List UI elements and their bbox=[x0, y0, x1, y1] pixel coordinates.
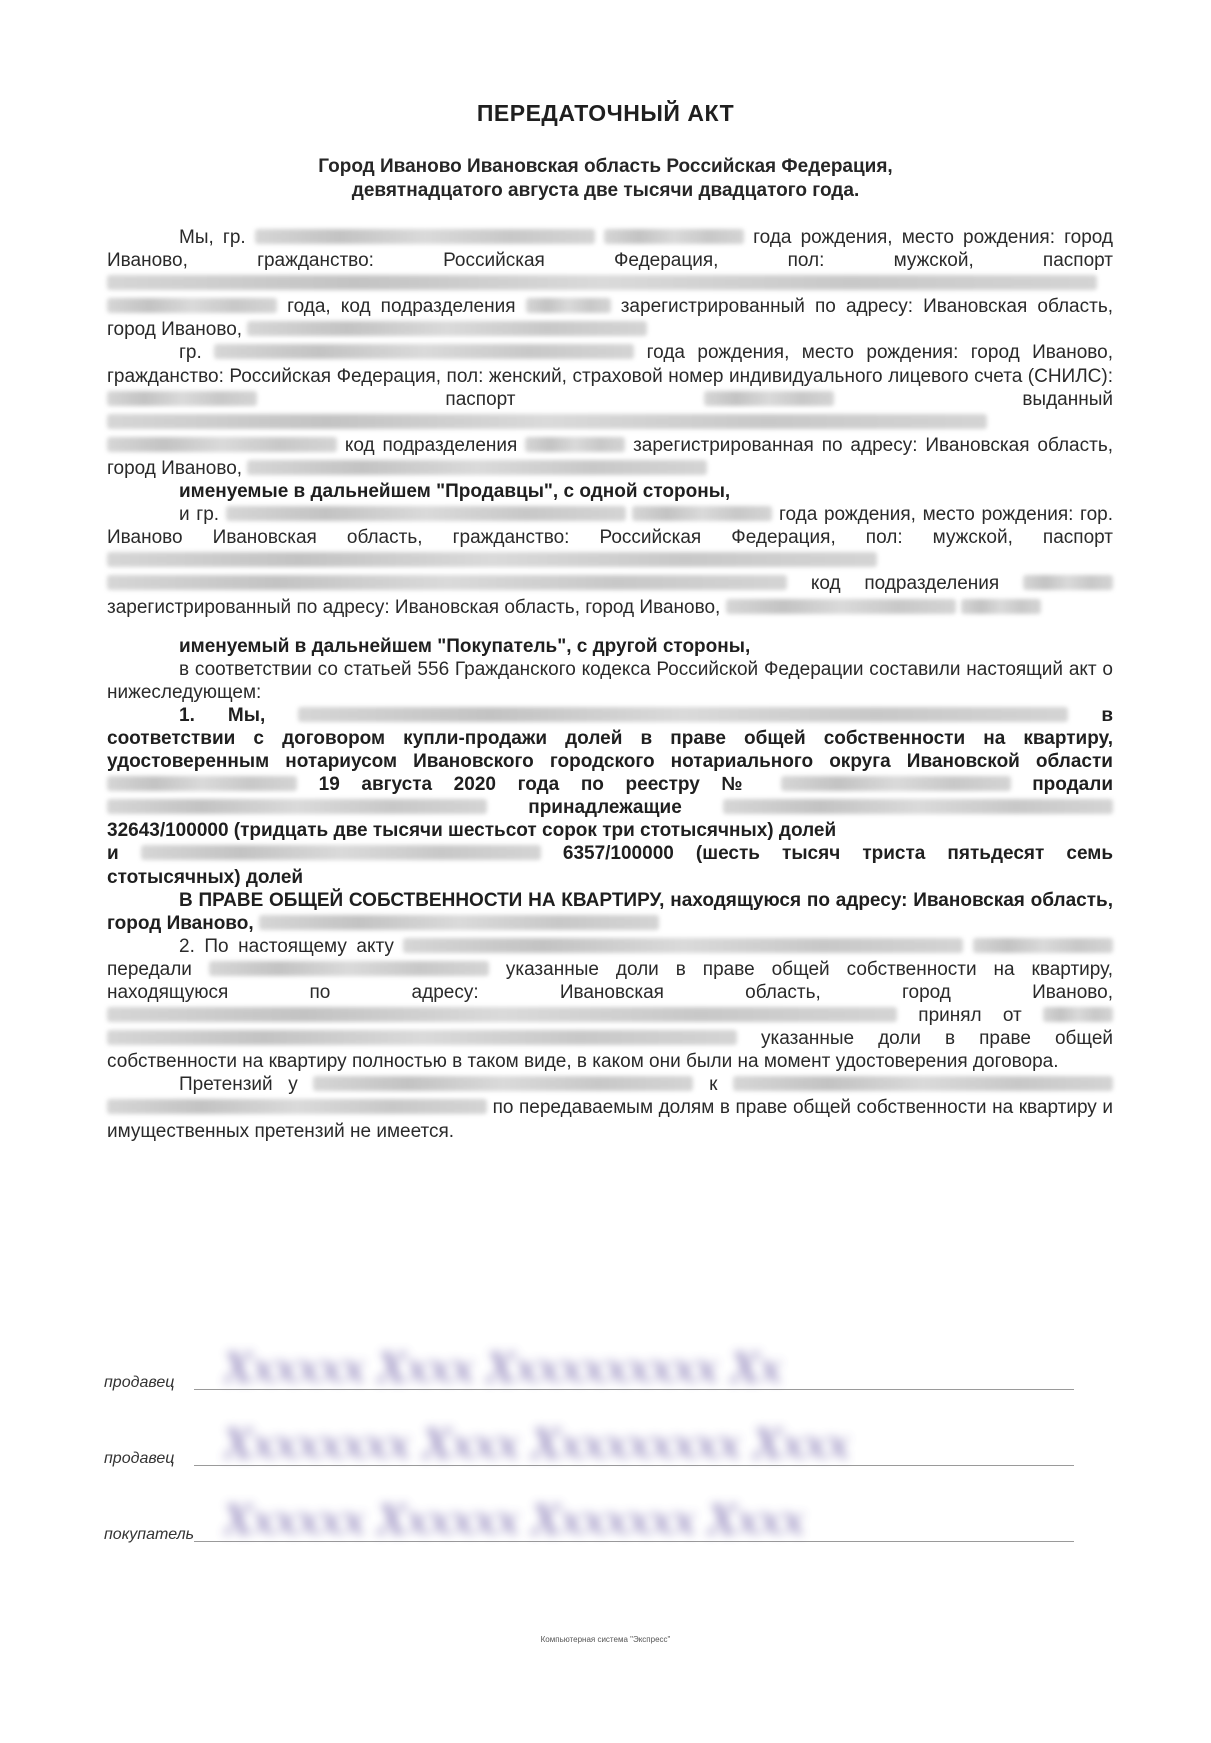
text-fragment: года рождения, место рождения: город Иваново, гражданство: Российская Федерация, пол: женский, страховой номер индивидуального лицевого счета (СНИЛС): bbox=[107, 342, 1113, 387]
redacted-sellers-cont bbox=[107, 1030, 737, 1045]
seller2-paragraph bbox=[107, 341, 1113, 480]
text-fragment: Претензий у bbox=[179, 1074, 298, 1096]
footer-note: Компьютерная система "Экспресс" bbox=[540, 1635, 671, 1644]
redacted-name bbox=[226, 506, 626, 521]
redacted-issuer bbox=[107, 575, 787, 590]
text-fragment: принадлежащие bbox=[528, 797, 682, 819]
redacted-division-code bbox=[525, 437, 625, 452]
redacted-issue-date bbox=[107, 437, 337, 452]
handwritten-signature-seller-1: Хххххх Хххх Хххххххххх Хх bbox=[224, 1346, 783, 1392]
text-fragment: и bbox=[107, 843, 119, 865]
clause-1 bbox=[107, 704, 1113, 935]
redacted-address bbox=[726, 599, 956, 614]
legal-basis-paragraph: в соответствии со статьей 556 Гражданского кодекса Российской Федерации составили настоящий акт о нижеследующем: bbox=[107, 658, 1113, 703]
redacted-name bbox=[214, 344, 634, 359]
redacted-name bbox=[255, 229, 595, 244]
text-fragment: указанные доли в праве общей собственности на квартиру, находящуюся по адресу: Ивановская область, город Иваново, bbox=[107, 958, 1113, 1003]
redacted-address bbox=[247, 321, 647, 336]
text-fragment: года, код подразделения bbox=[287, 296, 516, 318]
handwritten-signature-buyer: Хххххх Хххххх Ххххххх Хххх bbox=[224, 1498, 805, 1544]
text-fragment: гр. bbox=[179, 342, 202, 364]
seller-1-label: продавец bbox=[104, 1374, 175, 1391]
redacted-address bbox=[259, 915, 659, 930]
redacted-division-code bbox=[526, 298, 611, 313]
text-fragment: продали bbox=[1032, 774, 1114, 796]
clause-2 bbox=[107, 935, 1113, 1074]
seller-2-label: продавец bbox=[104, 1450, 175, 1467]
text-fragment: к bbox=[709, 1074, 718, 1096]
redacted-buyer-name bbox=[107, 799, 487, 814]
date-line: девятнадцатого августа две тысячи двадцатого года. bbox=[351, 180, 860, 201]
text-fragment: паспорт bbox=[445, 388, 516, 410]
signature-seller-2 bbox=[104, 1418, 1084, 1478]
redacted-seller2-name bbox=[107, 1099, 487, 1114]
text-fragment: 6357/100000 (шесть тысяч триста пятьдесят семь стотысячных) долей bbox=[107, 843, 1114, 888]
text-fragment: код подразделения bbox=[344, 434, 518, 456]
text-fragment: года рождения, место рождения: гор. Иваново Ивановская область, гражданство: Российская Федерация, пол: мужской, паспорт bbox=[107, 504, 1113, 549]
document-body bbox=[107, 226, 1113, 1143]
place-line: Город Иваново Ивановская область Российская Федерация, bbox=[318, 156, 893, 177]
text-fragment: принял от bbox=[918, 1005, 1022, 1027]
text-fragment: передали bbox=[107, 958, 192, 980]
text-fragment: код подразделения bbox=[810, 573, 1000, 595]
redacted-address-cont bbox=[961, 599, 1041, 614]
redacted-buyer-name bbox=[209, 961, 489, 976]
buyer-paragraph bbox=[107, 503, 1113, 618]
redacted-seller2-name bbox=[141, 845, 541, 860]
redacted-division-code bbox=[1023, 575, 1113, 590]
text-fragment: зарегистрированный по адресу: Ивановская область, город Иваново, bbox=[107, 596, 721, 618]
redacted-passport-date bbox=[107, 298, 277, 313]
redacted-seller-names bbox=[403, 938, 963, 953]
text-fragment: выданный bbox=[1022, 388, 1113, 410]
redacted-snils bbox=[107, 391, 257, 406]
document-header bbox=[0, 100, 1211, 203]
text-fragment: года рождения, место рождения: город Иваново, гражданство: Российская Федерация, пол: мужской, паспорт bbox=[107, 227, 1114, 272]
text-fragment: зарегистрированная по адресу: Ивановская область, город Иваново, bbox=[107, 434, 1113, 479]
clause-3 bbox=[107, 1073, 1113, 1142]
sellers-designation: именуемые в дальнейшем "Продавцы", с одной стороны, bbox=[179, 481, 731, 503]
text-fragment: 32643/100000 (тридцать две тысячи шестьсот сорок три стотысячных) долей bbox=[107, 820, 837, 842]
text-fragment: указанные доли в праве общей собственности на квартиру полностью в таком виде, в каком они были на момент удостоверения договора. bbox=[107, 1028, 1113, 1073]
redacted-buyer-name bbox=[313, 1076, 693, 1091]
redacted-passport bbox=[107, 552, 877, 567]
signature-seller-1 bbox=[104, 1342, 1084, 1402]
redacted-birthdate bbox=[632, 506, 772, 521]
redacted-seller1-name bbox=[733, 1076, 1113, 1091]
redacted-seller-names-cont bbox=[973, 938, 1113, 953]
text-fragment: по передаваемым долям в праве общей собственности на квартиру и имущественных претензий не имеется. bbox=[107, 1097, 1113, 1142]
seller1-paragraph bbox=[107, 226, 1113, 341]
text-fragment: 1. Мы, bbox=[179, 704, 266, 726]
text-fragment: и гр. bbox=[179, 504, 220, 526]
document-title: ПЕРЕДАТОЧНЫЙ АКТ bbox=[476, 100, 735, 126]
redacted-passport bbox=[704, 391, 834, 406]
redacted-seller1-name bbox=[723, 799, 1113, 814]
redacted-issuer bbox=[107, 414, 987, 429]
text-fragment: В ПРАВЕ ОБЩЕЙ СОБСТВЕННОСТИ НА КВАРТИРУ, находящуюся по адресу: Ивановская область, город Иваново, bbox=[107, 889, 1113, 934]
redacted-registry-number bbox=[781, 776, 1011, 791]
text-fragment: зарегистрированный по адресу: Ивановская область, город Иваново, bbox=[107, 296, 1113, 341]
redacted-seller-names bbox=[298, 707, 1068, 722]
redacted-birthdate bbox=[604, 229, 744, 244]
place-date bbox=[0, 155, 1211, 203]
buyer-designation: именуемый в дальнейшем "Покупатель", с другой стороны, bbox=[179, 635, 751, 657]
redacted-notary bbox=[107, 776, 297, 791]
redacted-address bbox=[247, 460, 707, 475]
redacted-address-buyer bbox=[107, 1007, 897, 1022]
redacted-passport bbox=[107, 275, 1097, 290]
text-fragment: Мы, гр. bbox=[179, 227, 246, 248]
buyer-label: покупатель bbox=[104, 1526, 195, 1543]
text-fragment: 2. По настоящему акту bbox=[179, 935, 394, 957]
signature-buyer bbox=[104, 1494, 1084, 1554]
text-fragment: 19 августа 2020 года по реестру № bbox=[318, 774, 759, 796]
text-fragment: в соответствии с договором купли-продажи долей в праве общей собственности на квартиру, удостоверенным нотариусом Ивановского городского нотариального округа Ивановской области bbox=[107, 704, 1113, 773]
redacted-sellers bbox=[1043, 1007, 1113, 1022]
handwritten-signature-seller-2: Хххххххх Хххх Ххххххххх Хххх bbox=[224, 1422, 850, 1468]
